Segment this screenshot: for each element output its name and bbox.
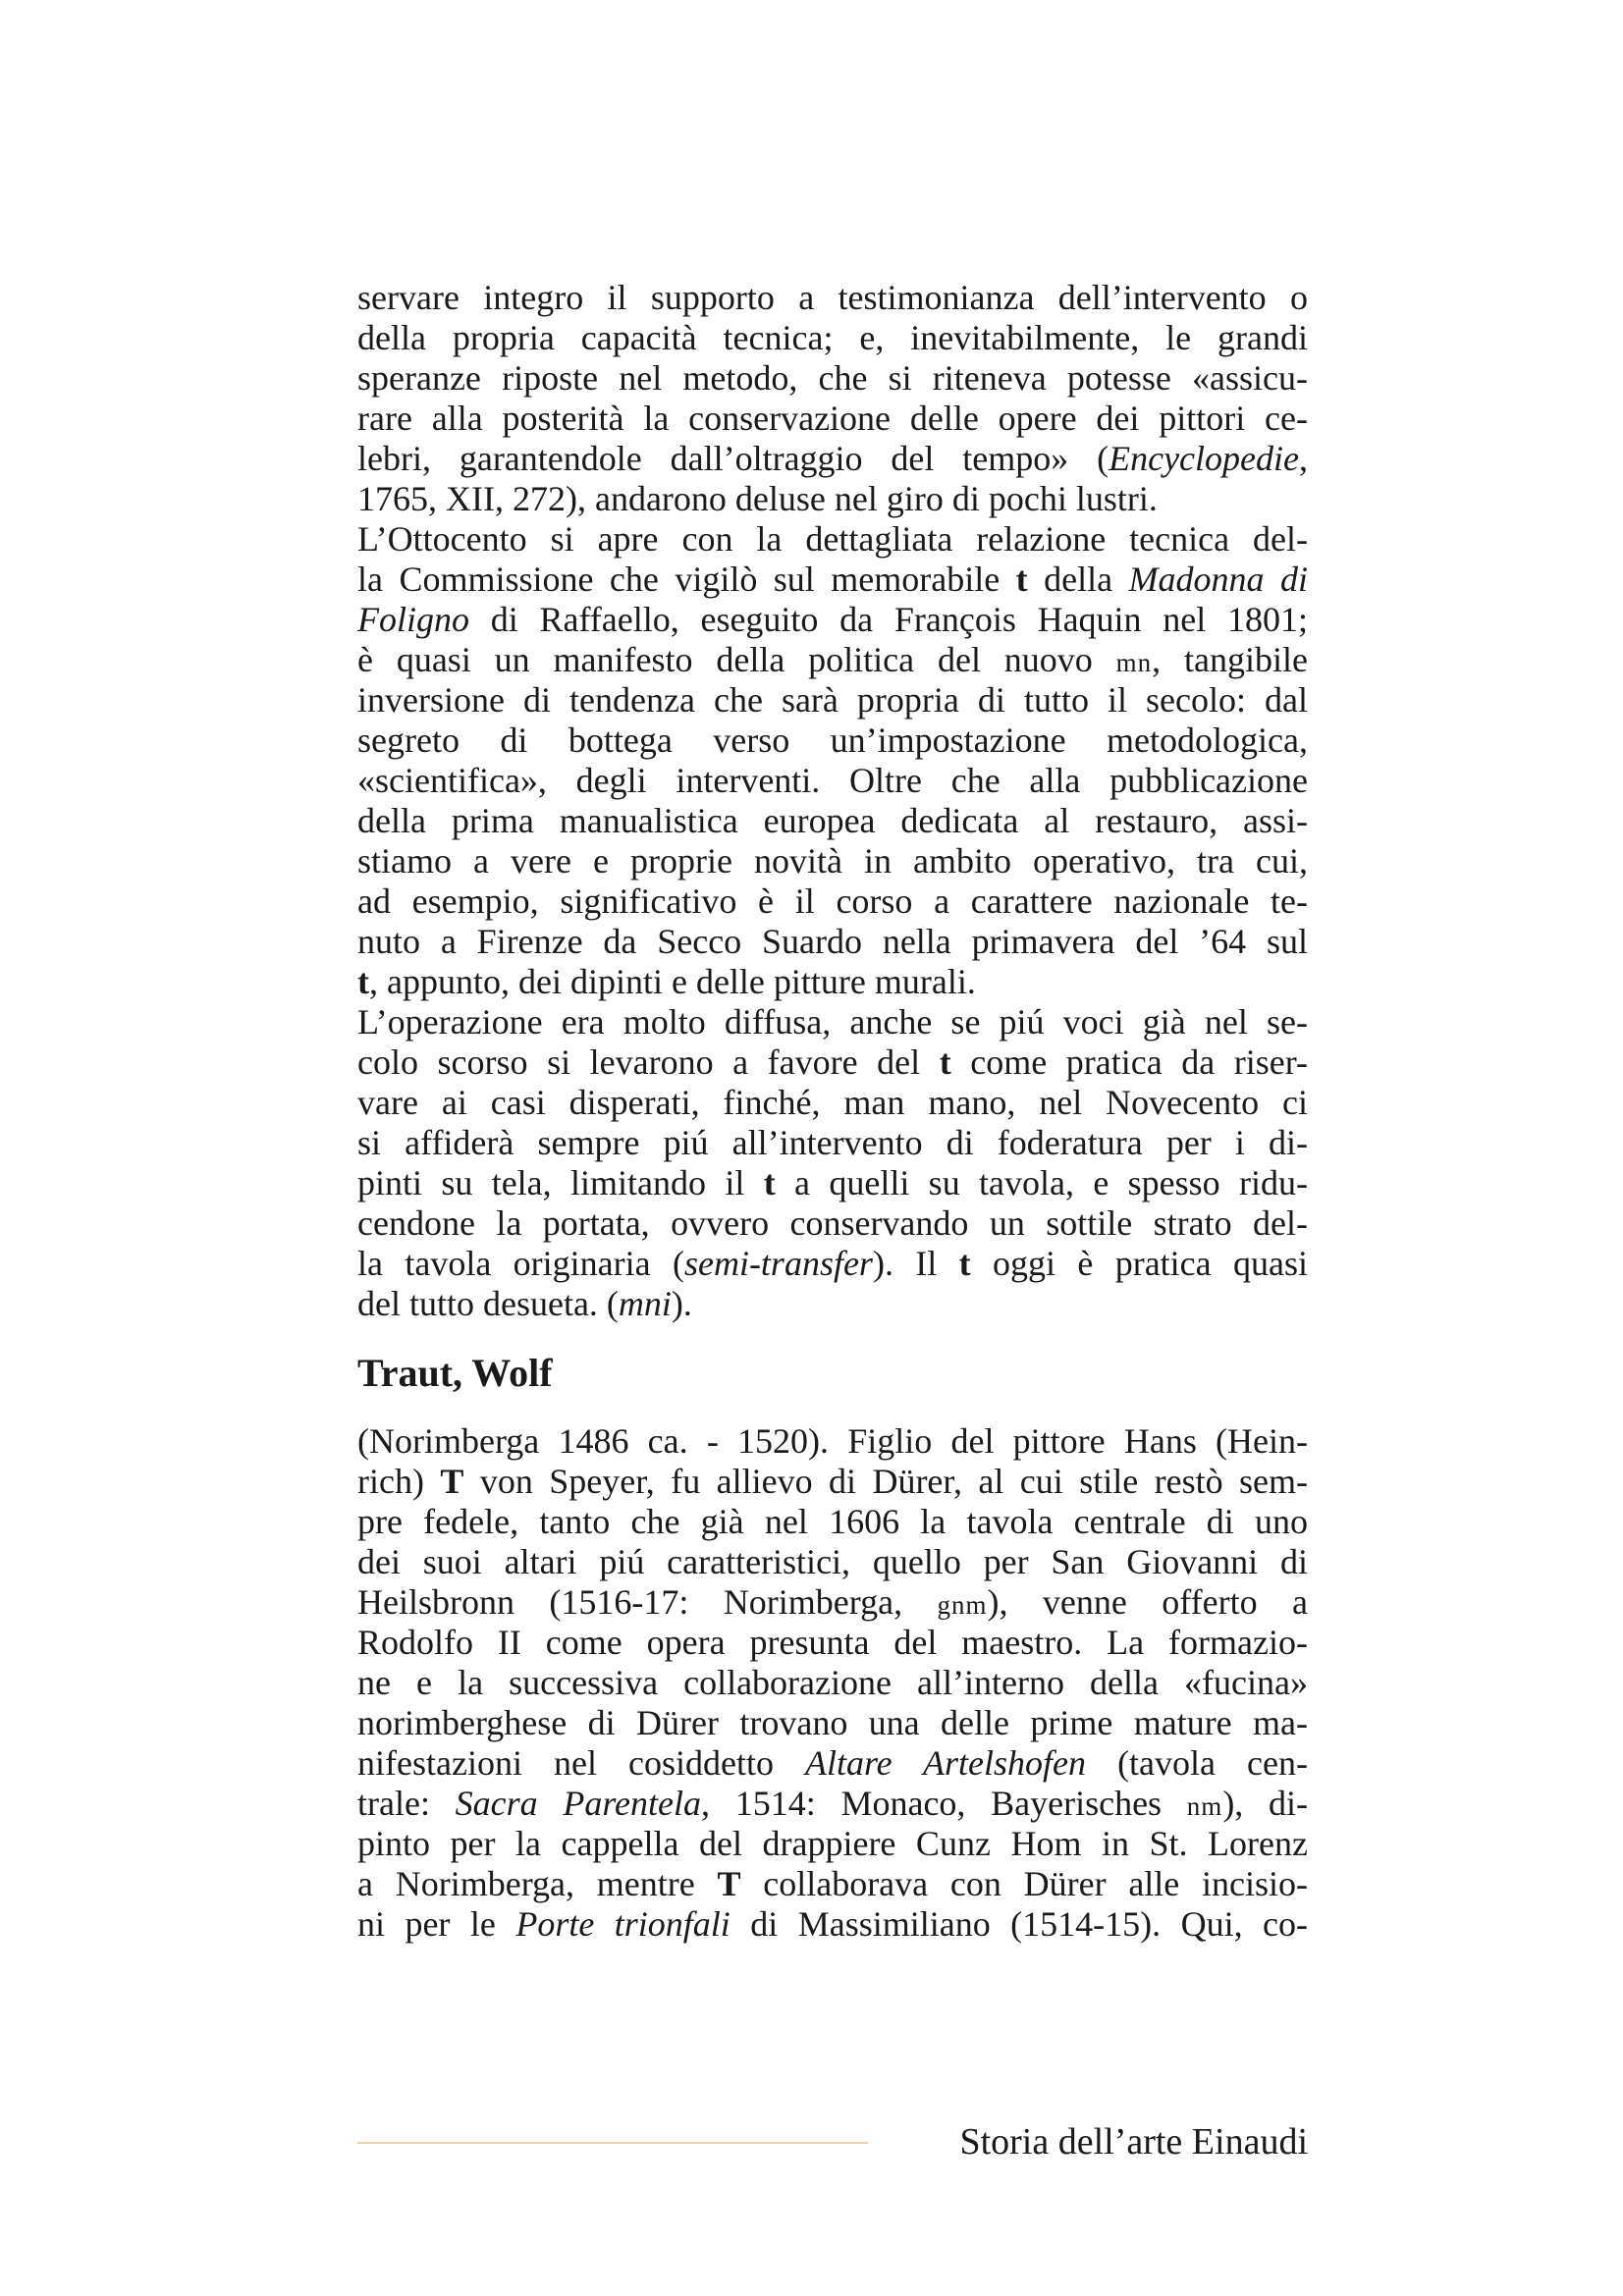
text-line: cendone la portata, ovvero conservando un sottile strato del- (357, 1203, 1308, 1243)
small-caps-abbrev: gnm (937, 1590, 988, 1620)
italic-title: Foligno (357, 600, 469, 639)
text-line: pinti su tela, limitando il t a quelli su tavola, e spesso ridu- (357, 1163, 1308, 1202)
bold-abbrev: t (1015, 560, 1028, 599)
paragraph-entry2 (357, 1421, 1308, 1945)
text-line: della prima manualistica europea dedicata al restauro, assi- (357, 801, 1308, 840)
italic-title: Sacra Parentela (455, 1784, 702, 1823)
text-line: servare integro il supporto a testimonianza dell’intervento o (357, 278, 1308, 317)
text-line: speranze riposte nel metodo, che si riteneva potesse «assicu- (357, 358, 1308, 398)
italic-title: Altare Artelshofen (805, 1743, 1087, 1783)
text-line: norimberghese di Dürer trovano una delle prime mature ma- (357, 1703, 1308, 1742)
text-line: trale: Sacra Parentela, 1514: Monaco, Bayerisches nm), di- (357, 1784, 1309, 1823)
author-initials: mni (618, 1284, 672, 1323)
text-line: Foligno di Raffaello, eseguito da François Haquin nel 1801; (357, 600, 1308, 639)
bold-abbrev: t (958, 1244, 971, 1283)
text-line: ne e la successiva collaborazione all’interno della «fucina» (357, 1663, 1308, 1702)
text-line: Heilsbronn (1516-17: Norimberga, gnm), venne offerto a (357, 1582, 1308, 1622)
text-line: dei suoi altari piú caratteristici, quello per San Giovanni di (357, 1542, 1308, 1581)
text-line: ni per le Porte trionfali di Massimiliano (1514-15). Qui, co- (357, 1904, 1309, 1944)
bold-abbrev: T (440, 1462, 464, 1501)
text-line: «scientifica», degli interventi. Oltre che alla pubblicazione (357, 761, 1308, 800)
small-caps-abbrev: mn (1115, 648, 1153, 677)
small-caps-abbrev: nm (1186, 1791, 1223, 1821)
bold-abbrev: t (939, 1042, 951, 1082)
italic-title: Encyclopedie (1109, 439, 1299, 478)
text-line: pre fedele, tanto che già nel 1606 la tavola centrale di uno (357, 1502, 1308, 1541)
text-line: la Commissione che vigilò sul memorabile t della Madonna di (357, 560, 1308, 599)
text-line: 1765, XII, 272), andarono deluse nel giro di pochi lustri. (357, 479, 1158, 518)
footer-divider (357, 2142, 868, 2144)
text-line: pinto per la cappella del drappiere Cunz Hom in St. Lorenz (357, 1824, 1308, 1863)
text-line: del tutto desueta. (mni). (357, 1284, 692, 1323)
bold-abbrev: t (763, 1163, 776, 1202)
bold-abbrev: T (717, 1864, 741, 1903)
text-line: inversione di tendenza che sarà propria di tutto il secolo: dal (357, 680, 1308, 720)
footer-publisher: Storia dell’arte Einaudi (959, 2121, 1308, 2163)
main-text-column (357, 278, 1308, 1945)
text-line: rich) T von Speyer, fu allievo di Dürer, al cui stile restò sem- (357, 1462, 1308, 1501)
text-line: colo scorso si levarono a favore del t come pratica da riser- (357, 1042, 1308, 1082)
text-line: stiamo a vere e proprie novità in ambito operativo, tra cui, (357, 841, 1308, 881)
paragraph-1 (357, 278, 1308, 519)
text-line: si affiderà sempre piú all’intervento di foderatura per i di- (357, 1123, 1308, 1162)
text-line: t, appunto, dei dipinti e delle pitture murali. (357, 962, 976, 1001)
text-line: Rodolfo II come opera presunta del maestro. La formazio- (357, 1623, 1308, 1662)
text-line: nifestazioni nel cosiddetto Altare Artelshofen (tavola cen- (357, 1743, 1308, 1783)
italic-title: Madonna di (1128, 560, 1308, 599)
text-line: (Norimberga 1486 ca. - 1520). Figlio del pittore Hans (Hein- (357, 1421, 1308, 1461)
text-line: L’operazione era molto diffusa, anche se piú voci già nel se- (357, 1002, 1308, 1041)
text-line: segreto di bottega verso un’impostazione metodologica, (357, 721, 1308, 760)
text-line: lebri, garantendole dall’oltraggio del tempo» (Encyclopedie, (357, 439, 1308, 478)
paragraph-3 (357, 1002, 1308, 1324)
italic-title: Porte trionfali (515, 1904, 730, 1944)
paragraph-2 (357, 519, 1308, 1002)
text-line: a Norimberga, mentre T collaborava con Dürer alle incisio- (357, 1864, 1309, 1903)
text-line: nuto a Firenze da Secco Suardo nella primavera del ’64 sul (357, 922, 1308, 961)
text-line: è quasi un manifesto della politica del nuovo mn, tangibile (357, 640, 1308, 679)
entry-heading: Traut, Wolf (357, 1351, 553, 1395)
text-line: della propria capacità tecnica; e, inevitabilmente, le grandi (357, 318, 1308, 357)
text-line: vare ai casi disperati, finché, man mano, nel Novecento ci (357, 1083, 1308, 1122)
text-line: la tavola originaria (semi-transfer). Il t oggi è pratica quasi (357, 1244, 1308, 1283)
italic-term: semi-transfer (683, 1244, 873, 1283)
text-line: rare alla posterità la conservazione delle opere dei pittori ce- (357, 399, 1308, 438)
bold-abbrev: t (357, 962, 369, 1001)
text-line: ad esempio, significativo è il corso a carattere nazionale te- (357, 881, 1308, 921)
text-line: L’Ottocento si apre con la dettagliata relazione tecnica del- (357, 519, 1308, 559)
